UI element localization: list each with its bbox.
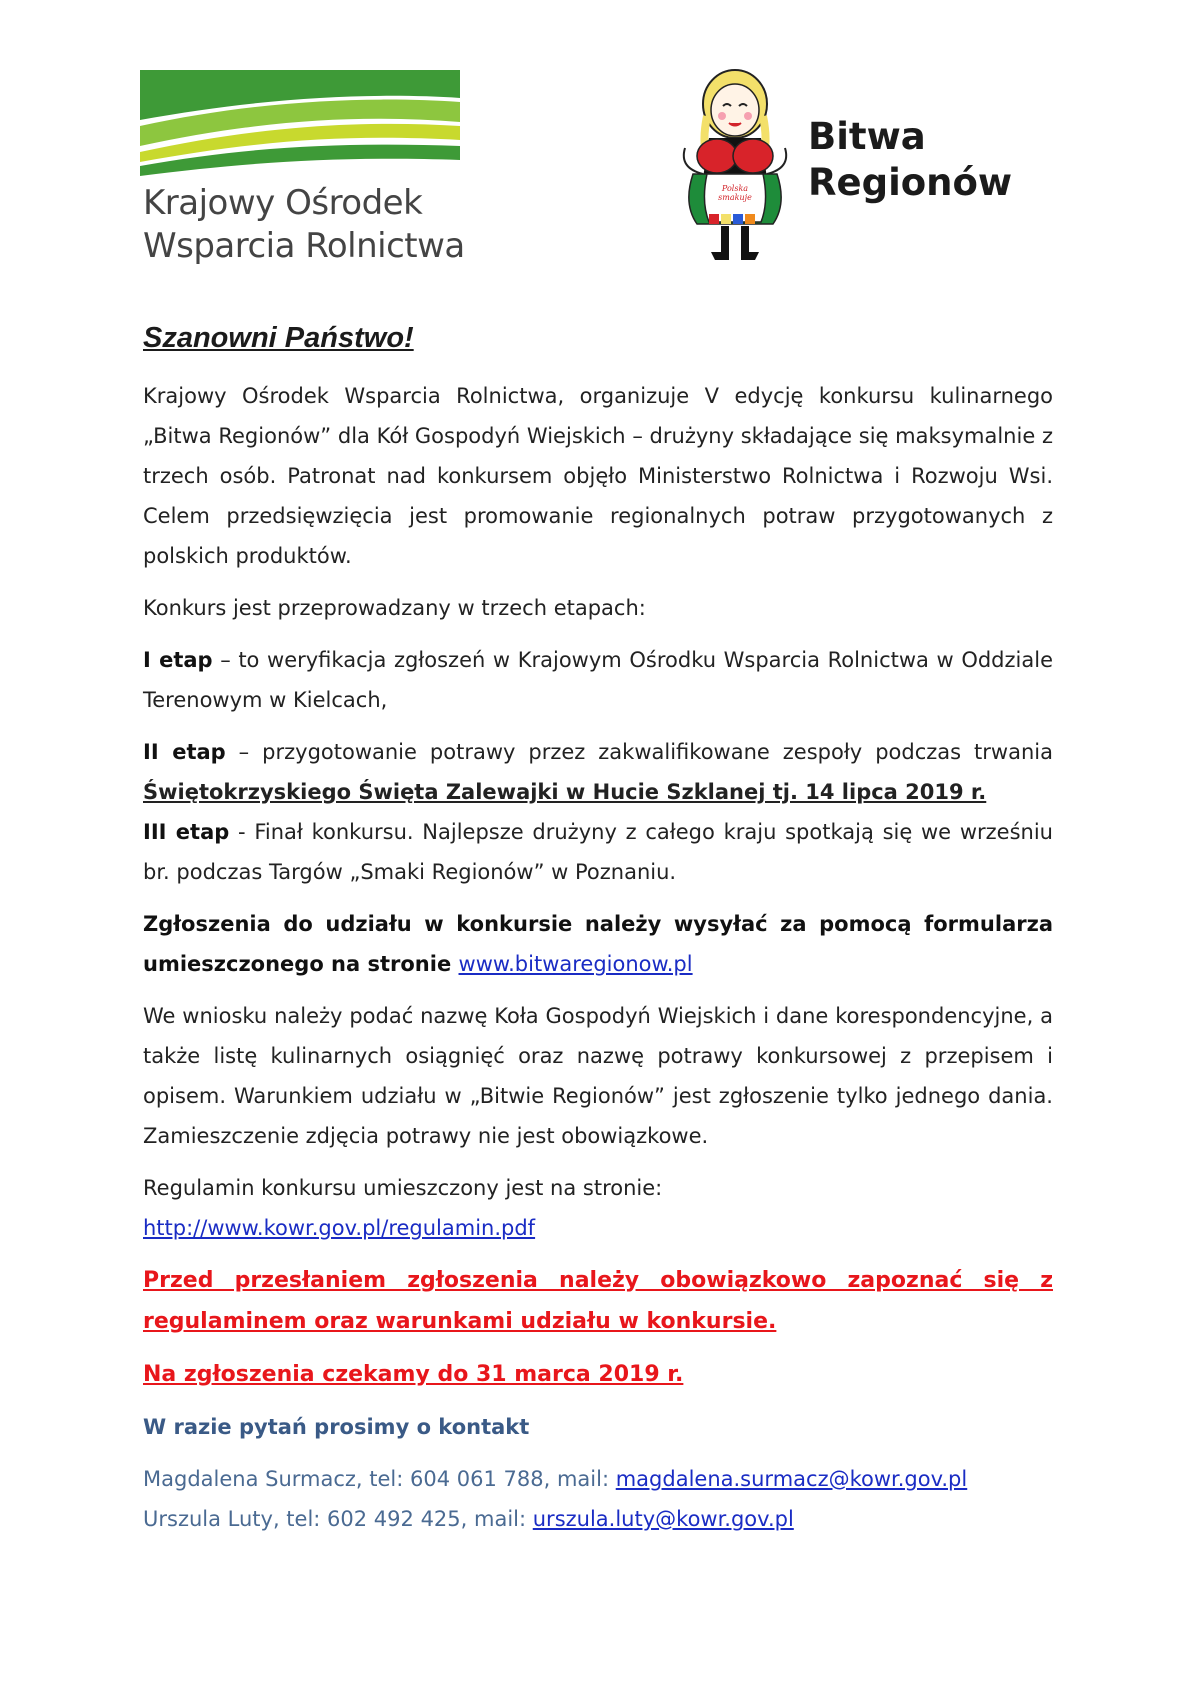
- page-title: Szanowni Państwo!: [143, 322, 414, 354]
- kowr-logo-text: [143, 182, 465, 268]
- contact-1-email-link[interactable]: magdalena.surmacz@kowr.gov.pl: [615, 1467, 968, 1491]
- application-paragraph: We wniosku należy podać nazwę Koła Gospodyń Wiejskich i dane korespondencyjne, a także listę kulinarnych osiągnięć oraz nazwę potrawy konkursowej z przepisem i opisem. Warunkiem udziału w „Bitwie Regionów” jest zgłoszenie tylko jednego dania. Zamieszczenie zdjęcia potrawy nie jest obowiązkowe.: [143, 1004, 1053, 1148]
- letter-body: [143, 318, 1053, 1539]
- stage-3-text: - Finał konkursu. Najlepsze drużyny z całego kraju spotkają się we wrześniu br. podczas Targów „Smaki Regionów” w Poznaniu.: [143, 820, 1053, 884]
- kowr-logo-line1: Krajowy Ośrodek: [143, 183, 423, 223]
- deadline-paragraph: [143, 1354, 1053, 1395]
- kowr-fields-icon: [140, 70, 460, 180]
- kowr-logo-line2: Wsparcia Rolnictwa: [143, 226, 465, 266]
- regulamin-link[interactable]: http://www.kowr.gov.pl/regulamin.pdf: [143, 1216, 536, 1240]
- deadline-text: Na zgłoszenia czekamy do 31 marca 2019 r.: [143, 1362, 684, 1387]
- warning-paragraph: [143, 1260, 1053, 1342]
- rules-line: [143, 1208, 1053, 1248]
- contact-row: [143, 1459, 1053, 1499]
- bitwa-apron-text: Polska smakuje: [718, 184, 752, 202]
- bitwa-logo-line2: Regionów: [808, 161, 1013, 204]
- stage-2: [143, 732, 1053, 812]
- submission-text: Zgłoszenia do udziału w konkursie należy wysyłać za pomocą formularza umieszczonego na stronie: [143, 912, 1053, 976]
- stage-3-label: III etap: [143, 820, 230, 844]
- stage-3: [143, 812, 1053, 892]
- folk-girl-mascot-icon: [665, 66, 805, 266]
- contact-1-text: Magdalena Surmacz, tel: 604 061 788, mail:: [143, 1467, 616, 1491]
- warning-text: Przed przesłaniem zgłoszenia należy obowiązkowo zapoznać się z regulaminem oraz warunkami udziału w konkursie.: [143, 1268, 1053, 1334]
- stage-2-event: Świętokrzyskiego Święta Zalewajki w Hucie Szklanej tj. 14 lipca 2019 r.: [143, 780, 987, 804]
- intro-paragraph: Krajowy Ośrodek Wsparcia Rolnictwa, organizuje V edycję konkursu kulinarnego „Bitwa Regionów” dla Kół Gospodyń Wiejskich – drużyny składające się maksymalnie z trzech osób. Patronat nad konkursem objęło Ministerstwo Rolnictwa i Rozwoju Wsi. Celem przedsięwzięcia jest promowanie regionalnych potraw przygotowanych z polskich produktów.: [143, 384, 1053, 568]
- contact-2-email-link[interactable]: urszula.luty@kowr.gov.pl: [532, 1507, 794, 1531]
- stage-1-text: – to weryfikacja zgłoszeń w Krajowym Ośrodku Wsparcia Rolnictwa w Oddziale Terenowym w Kielcach,: [143, 648, 1053, 712]
- bitwaregionow-link[interactable]: www.bitwaregionow.pl: [458, 952, 693, 976]
- stages-intro: Konkurs jest przeprowadzany w trzech etapach:: [143, 596, 646, 620]
- bitwa-logo-text: [808, 114, 1012, 206]
- contact-heading: [143, 1407, 1053, 1447]
- bitwa-logo-line1: Bitwa: [808, 115, 926, 158]
- stage-2-text: – przygotowanie potrawy przez zakwalifikowane zespoły podczas trwania: [225, 740, 1053, 764]
- rules-text: Regulamin konkursu umieszczony jest na stronie:: [143, 1176, 663, 1200]
- stage-1-label: I etap: [143, 648, 213, 672]
- contact-2-text: Urszula Luty, tel: 602 492 425, mail:: [143, 1507, 533, 1531]
- stage-2-label: II etap: [143, 740, 226, 764]
- contact-heading-text: W razie pytań prosimy o kontakt: [143, 1415, 530, 1439]
- submission-paragraph: [143, 904, 1053, 984]
- stage-1: [143, 640, 1053, 720]
- contact-row: [143, 1499, 1053, 1539]
